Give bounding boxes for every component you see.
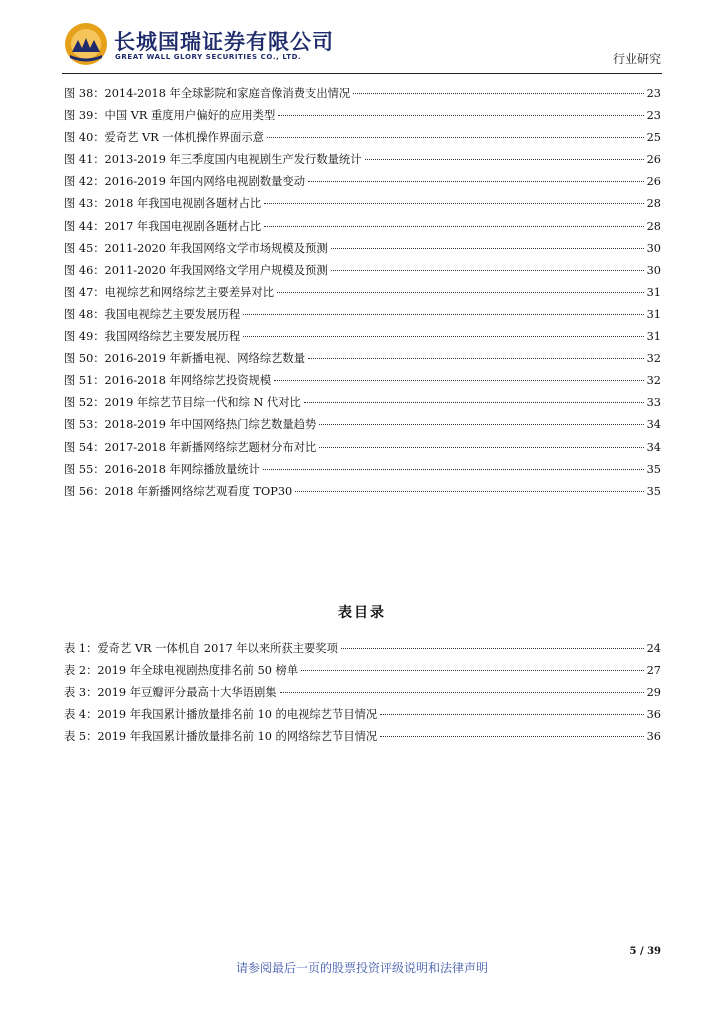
toc-entry-title: 图 44：2017 年我国电视剧各题材占比 [64,219,262,233]
toc-entry[interactable] [64,195,661,217]
company-name-en: GREAT WALL GLORY SECURITIES CO., LTD. [115,53,302,61]
toc-entry[interactable] [64,151,661,173]
toc-entry-title: 表 2：2019 年全球电视剧热度排名前 50 榜单 [64,664,299,678]
dot-leader [365,159,644,160]
toc-entry-title: 图 40：爱奇艺 VR 一体机操作界面示意 [64,131,264,145]
toc-entry[interactable] [64,640,661,662]
toc-entry[interactable] [64,85,661,107]
toc-entry[interactable] [64,416,661,438]
toc-entry-title: 图 45：2011-2020 年我国网络文学市场规模及预测 [64,241,328,255]
dot-leader [304,402,644,403]
dot-leader [319,424,643,425]
toc-entry-page: 31 [646,330,661,344]
dot-leader [308,358,644,359]
toc-entry-page: 36 [646,708,661,722]
dot-leader [243,336,644,337]
toc-entry-page: 31 [646,285,661,299]
toc-entry-page: 35 [646,484,661,498]
toc-entry-page: 31 [646,307,661,321]
company-logo-icon [64,22,108,66]
dot-leader [264,203,643,204]
toc-entry-page: 28 [646,219,661,233]
toc-entry-title: 图 42：2016-2019 年国内网络电视剧数量变动 [64,175,306,189]
toc-entry-page: 33 [646,396,661,410]
toc-entry[interactable] [64,218,661,240]
header-divider [62,73,662,74]
toc-entry[interactable] [64,394,661,416]
toc-entry-title: 图 55：2016-2018 年网综播放量统计 [64,462,260,476]
toc-entry-title: 图 52：2019 年综艺节目综一代和综 N 代对比 [64,396,301,410]
toc-entry-title: 表 4：2019 年我国累计播放量排名前 10 的电视综艺节目情况 [64,708,378,722]
table-list [64,640,661,750]
toc-entry-page: 26 [646,175,661,189]
dot-leader [264,226,643,227]
dot-leader [263,469,644,470]
dot-leader [295,491,643,492]
toc-entry-title: 表 5：2019 年我国累计播放量排名前 10 的网络综艺节目情况 [64,730,378,744]
toc-entry[interactable] [64,706,661,728]
toc-entry-page: 26 [646,153,661,167]
toc-entry-title: 图 43：2018 年我国电视剧各题材占比 [64,197,262,211]
dot-leader [277,292,644,293]
toc-entry-title: 图 48：我国电视综艺主要发展历程 [64,307,241,321]
dot-leader [380,736,643,737]
page-header [0,0,724,80]
report-category: 行业研究 [612,52,661,66]
toc-entry[interactable] [64,662,661,684]
toc-entry[interactable] [64,129,661,151]
toc-entry[interactable] [64,262,661,284]
dot-leader [353,93,643,94]
dot-leader [301,670,643,671]
toc-entry-page: 28 [646,197,661,211]
dot-leader [308,181,644,182]
dot-leader [280,692,644,693]
toc-entry-title: 图 54：2017-2018 年新播网络综艺题材分布对比 [64,440,317,454]
company-name-cn: 长城国瑞证券有限公司 [114,30,334,54]
toc-entry-title: 图 53：2018-2019 年中国网络热门综艺数量趋势 [64,418,317,432]
toc-entry[interactable] [64,684,661,706]
dot-leader [274,380,643,381]
toc-entry[interactable] [64,284,661,306]
toc-entry-page: 32 [646,374,661,388]
toc-entry-page: 36 [646,730,661,744]
toc-entry[interactable] [64,728,661,750]
page-number: 5 / 39 [629,946,661,957]
toc-entry-title: 图 47：电视综艺和网络综艺主要差异对比 [64,285,275,299]
toc-entry-page: 24 [646,642,661,655]
toc-entry-title: 图 46：2011-2020 年我国网络文学用户规模及预测 [64,263,328,277]
toc-entry[interactable] [64,350,661,372]
toc-entry[interactable] [64,461,661,483]
toc-entry-page: 34 [646,418,661,432]
toc-entry-page: 30 [646,241,661,255]
toc-entry[interactable] [64,439,661,461]
toc-entry-page: 29 [646,686,661,700]
toc-entry-title: 图 49：我国网络综艺主要发展历程 [64,330,241,344]
dot-leader [331,270,644,271]
figure-list [64,85,661,505]
dot-leader [278,115,643,116]
toc-entry-page: 30 [646,263,661,277]
dot-leader [319,447,643,448]
toc-entry-page: 23 [646,109,661,123]
dot-leader [243,314,644,315]
toc-entry-title: 表 3：2019 年豆瓣评分最高十大华语剧集 [64,686,277,700]
toc-entry-title: 图 51：2016-2018 年网络综艺投资规模 [64,374,272,388]
toc-entry[interactable] [64,306,661,328]
toc-entry-title: 表 1：爱奇艺 VR 一体机自 2017 年以来所获主要奖项 [64,642,338,655]
toc-entry-page: 23 [646,87,661,100]
toc-entry-title: 图 39：中国 VR 重度用户偏好的应用类型 [64,109,276,123]
toc-entry-title: 图 50：2016-2019 年新播电视、网络综艺数量 [64,352,306,366]
dot-leader [331,248,644,249]
toc-entry-title: 图 41：2013-2019 年三季度国内电视剧生产发行数量统计 [64,153,362,167]
dot-leader [267,137,644,138]
dot-leader [341,648,644,649]
toc-entry[interactable] [64,240,661,262]
toc-entry[interactable] [64,372,661,394]
toc-entry[interactable] [64,483,661,505]
toc-entry[interactable] [64,328,661,350]
toc-entry-title: 图 38：2014-2018 年全球影院和家庭音像消费支出情况 [64,87,351,100]
dot-leader [380,714,643,715]
toc-entry-page: 25 [646,131,661,145]
toc-entry-page: 34 [646,440,661,454]
toc-entry-page: 32 [646,352,661,366]
toc-entry[interactable] [64,107,661,129]
toc-entry-page: 27 [646,664,661,678]
tables-heading: 表目录 [338,605,386,621]
toc-entry-title: 图 56：2018 年新播网络综艺观看度 TOP30 [64,484,293,498]
toc-entry-page: 35 [646,462,661,476]
toc-entry[interactable] [64,173,661,195]
footer-disclaimer-link[interactable]: 请参阅最后一页的股票投资评级说明和法律声明 [235,961,488,975]
